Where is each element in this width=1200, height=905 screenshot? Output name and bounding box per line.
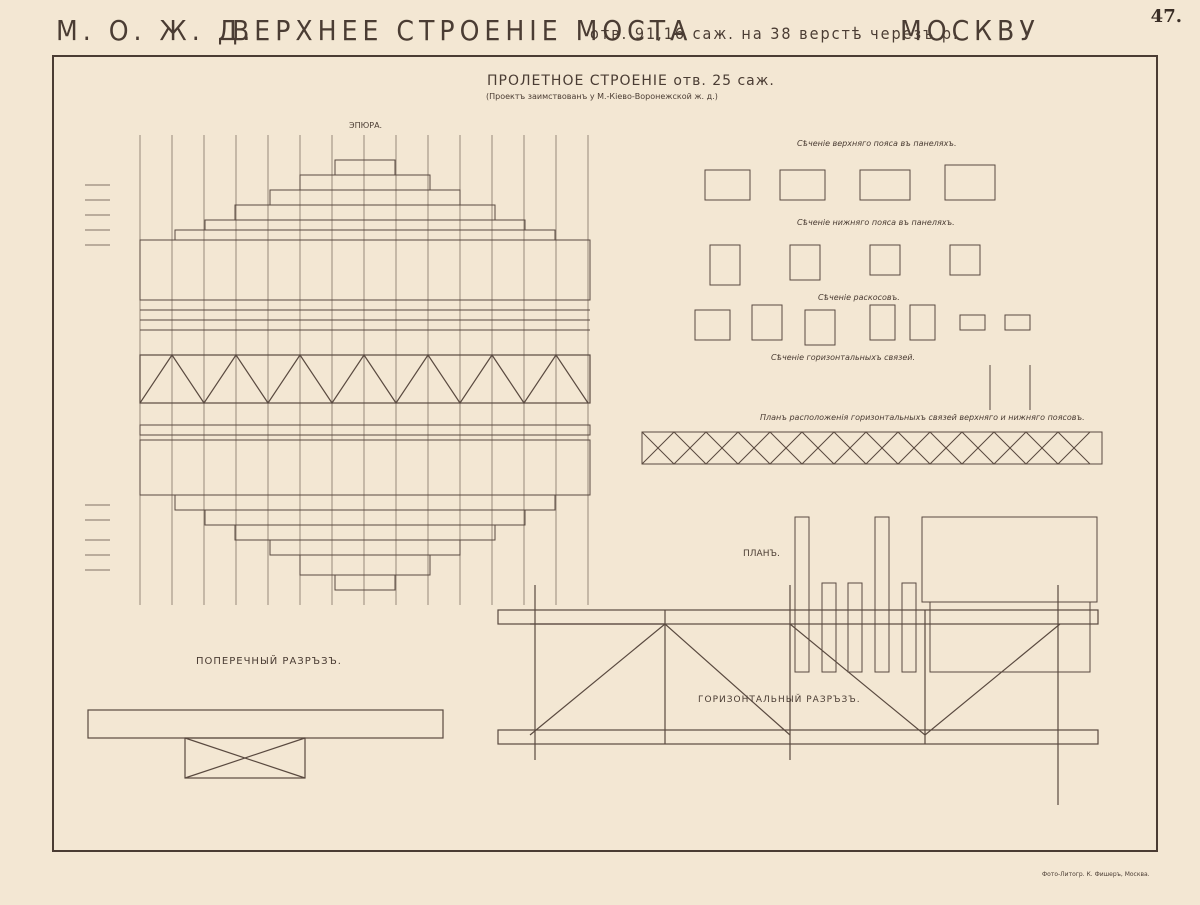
header-river: МОСКВУ [900, 14, 1040, 47]
chord-sections [695, 165, 1030, 410]
plan-label: ПЛАНЪ. [743, 549, 780, 559]
main-truss [140, 355, 590, 403]
legend-marks [85, 185, 110, 570]
epura-diagram-lower [140, 425, 590, 590]
lower-chord-sections-label: Сѣченіе нижняго пояса въ панеляхъ. [797, 218, 955, 227]
imprint: Фото-Литогр. К. Фишеръ, Москва. [1042, 871, 1150, 878]
project-note: (Проектъ заимствованъ у М.-Кіево-Воронежской ж. д.) [486, 92, 718, 101]
cross-section [88, 710, 443, 778]
cross-section-label: ПОПЕРЕЧНЫЙ РАЗРЪЗЪ. [196, 656, 342, 667]
page-number: 47. [1150, 6, 1182, 27]
span-structure-title: ПРОЛЕТНОЕ СТРОЕНІЕ отв. 25 саж. [487, 73, 775, 89]
header-railway-abbrev: М. О. Ж. Д. [56, 14, 256, 47]
bracing-plan [642, 432, 1102, 464]
plan-timbers [795, 517, 1097, 672]
epura-label: ЭПЮРА. [349, 121, 383, 130]
upper-chord-sections-label: Сѣченіе верхняго пояса въ панеляхъ. [797, 139, 957, 148]
epura-diagram-upper [140, 160, 590, 330]
panel-gridlines [140, 135, 588, 605]
horizontal-section-label: ГОРИЗОНТАЛЬНЫЙ РАЗРЪЗЪ. [698, 695, 861, 705]
header-title: ВЕРХНЕЕ СТРОЕНІЕ МОСТА [232, 14, 693, 47]
horizontal-bracing-sections-label: Сѣченіе горизонтальныхъ связей. [771, 353, 915, 362]
brace-sections-label: Сѣченіе раскосовъ. [818, 293, 900, 302]
header-subtitle: отв. 91,16 саж. на 38 верстѣ черезъ р. [590, 24, 960, 43]
bracing-plan-label: Планъ расположенія горизонтальныхъ связей верхняго и нижняго поясовъ. [760, 413, 1085, 422]
